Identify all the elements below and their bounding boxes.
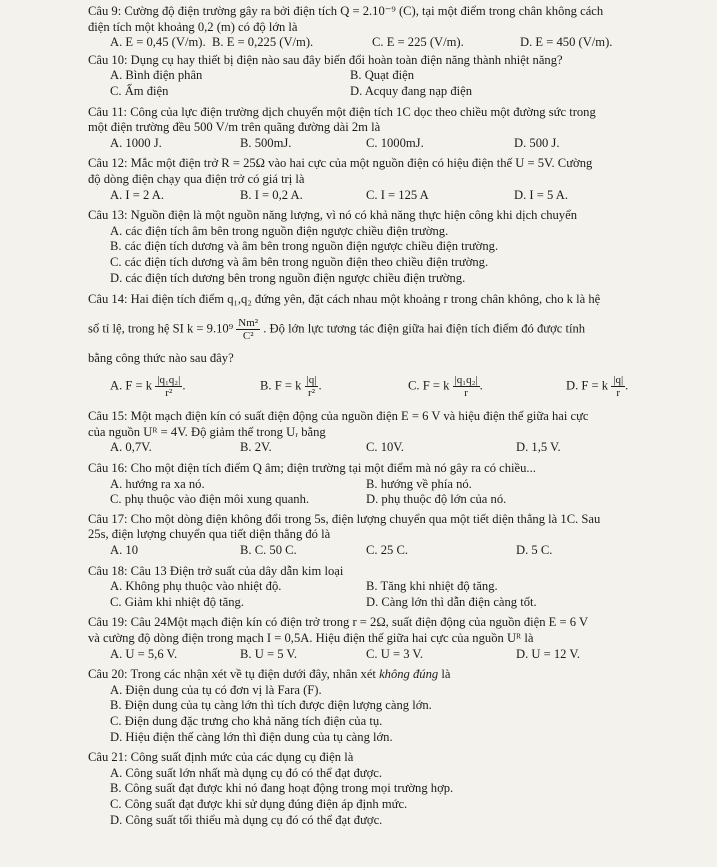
question-13-option-c[interactable]: C. các điện tích dương và âm bên trong nguồn điện theo chiều điện trường. — [110, 254, 489, 269]
question-12 — [88, 156, 707, 203]
question-13-stem: Câu 13: Nguồn điện là một nguồn năng lượng, vì nó có khả năng thực hiện công khi dịch chuyển — [88, 208, 577, 223]
question-19-stem: Câu 19: Câu 24Một mạch điện kín có điện trở trong r = 2Ω, suất điện động của nguồn điện E = 6 V — [88, 615, 589, 630]
question-12-option-d[interactable]: D. I = 5 A. — [514, 187, 568, 202]
option-b-prefix: B. F = k — [260, 378, 302, 393]
question-18-option-a[interactable]: A. Không phụ thuộc vào nhiệt độ. — [110, 579, 282, 594]
question-20-option-b[interactable]: B. Điện dung của tụ càng lớn thì tích được điện lượng càng lớn. — [110, 698, 432, 713]
question-19-option-d[interactable]: D. U = 12 V. — [516, 646, 581, 661]
question-14-stem-2a: số tỉ lệ, trong hệ SI k = 9.10⁹ — [88, 321, 234, 336]
question-10-stem: Câu 10: Dụng cụ hay thiết bị điện nào sau đây biến đổi hoàn toàn điện năng thành nhiệt năng? — [88, 52, 563, 67]
question-16-option-c[interactable]: C. phụ thuộc vào điện môi xung quanh. — [110, 492, 310, 507]
question-20-option-d[interactable]: D. Hiệu điện thế càng lớn thì điện dung của tụ càng lớn. — [110, 729, 393, 744]
option-a-denominator: r² — [165, 387, 173, 400]
question-15-stem-2: của nguồn Uᴿ = 4V. Độ giảm thế trong Uᵣ bằng — [88, 424, 326, 439]
question-14-option-a[interactable]: A. F = k $\frac{\text{|q₁q₂|}}{\text{r²}}$ . — [110, 374, 186, 400]
question-21 — [88, 750, 707, 828]
option-d-fraction — [611, 374, 625, 399]
question-14-option-b[interactable]: B. F = k $\frac{|q|}{\text{r²}}$ . — [260, 374, 322, 400]
question-18-option-d[interactable]: D. Càng lớn thì dẫn điện càng tốt. — [366, 594, 537, 609]
question-9-option-b[interactable]: B. E = 0,225 (V/m). — [212, 35, 314, 50]
question-10-option-d[interactable]: D. Acquy đang nạp điện — [350, 83, 473, 98]
question-19-option-c[interactable]: C. U = 3 V. — [366, 646, 424, 661]
question-9-option-c[interactable]: C. E = 225 (V/m). — [372, 35, 464, 50]
unit-denominator: C² — [242, 329, 254, 342]
question-12-option-a[interactable]: A. I = 2 A. — [110, 187, 164, 202]
question-11-option-c[interactable]: C. 1000mJ. — [366, 135, 424, 150]
question-15 — [88, 409, 707, 456]
question-17-option-c[interactable]: C. 25 C. — [366, 543, 408, 558]
question-13 — [88, 208, 707, 286]
question-13-option-b[interactable]: B. các điện tích dương và âm bên trong nguồn điện ngược chiều điện trường. — [110, 239, 499, 254]
question-11-stem-2: một điện trường đều 500 V/m trên quãng đường dài 2m là — [88, 120, 381, 135]
question-18-stem: Câu 18: Câu 13 Điện trở suất của dây dẫn kim loại — [88, 563, 344, 578]
question-11 — [88, 105, 707, 152]
question-15-stem: Câu 15: Một mạch điện kín có suất điện động của nguồn điện E = 6 V và hiệu điện thế giữa hai cực — [88, 409, 589, 424]
option-b-denominator: r² — [308, 387, 315, 400]
question-16-option-b[interactable]: B. hướng về phía nó. — [366, 476, 472, 491]
question-16-option-a[interactable]: A. hướng ra xa nó. — [110, 476, 205, 491]
question-12-stem: Câu 12: Mắc một điện trở R = 25Ω vào hai cực của một nguồn điện có hiệu điện thế U = 5V. Cường — [88, 156, 593, 171]
question-14-stem-3: bằng công thức nào sau đây? — [88, 350, 234, 365]
question-14-stem-2 — [88, 317, 707, 342]
unit-numerator: Nm² — [238, 316, 259, 329]
question-18-option-c[interactable]: C. Giảm khi nhiệt độ tăng. — [110, 594, 244, 609]
question-9 — [88, 4, 707, 51]
question-17-option-d[interactable]: D. 5 C. — [516, 543, 553, 558]
question-15-option-d[interactable]: D. 1,5 V. — [516, 440, 561, 455]
question-20-stem-post: là — [438, 667, 451, 682]
question-21-option-c[interactable]: C. Công suất đạt được khi sử dụng đúng điện áp định mức. — [110, 796, 408, 811]
question-18-option-b[interactable]: B. Tăng khi nhiệt độ tăng. — [366, 579, 498, 594]
question-21-option-d[interactable]: D. Công suất tối thiểu mà dụng cụ đó có thể đạt được. — [110, 812, 383, 827]
question-21-option-a[interactable]: A. Công suất lớn nhất mà dụng cụ đó có thể đạt được. — [110, 765, 382, 780]
option-d-denominator: r — [616, 387, 621, 400]
question-12-option-c[interactable]: C. I = 125 A — [366, 187, 429, 202]
question-20-option-c[interactable]: C. Điện dung đặc trưng cho khả năng tích điện của tụ. — [110, 713, 383, 728]
question-12-stem-2: độ dòng điện chạy qua điện trở có giá trị là — [88, 171, 305, 186]
question-14-option-c[interactable]: C. F = k $\frac{\text{|q₁q₂|}}{r}$ . — [408, 374, 483, 400]
question-11-option-a[interactable]: A. 1000 J. — [110, 135, 162, 150]
question-11-option-d[interactable]: D. 500 J. — [514, 135, 560, 150]
question-19-option-a[interactable]: A. U = 5,6 V. — [110, 646, 178, 661]
option-b-fraction — [305, 374, 319, 399]
question-13-option-a[interactable]: A. các điện tích âm bên trong nguồn điện ngược chiều điện trường. — [110, 223, 449, 238]
question-14 — [88, 292, 707, 399]
question-17-option-a[interactable]: A. 10 — [110, 543, 138, 558]
question-14-stem-2b: . Độ lớn lực tương tác điện giữa hai điện tích điểm đó được tính — [263, 321, 586, 336]
question-20 — [88, 667, 707, 745]
question-13-option-d[interactable]: D. các điện tích dương bên trong nguồn điện ngược chiều điện trường. — [110, 270, 466, 285]
question-15-option-c[interactable]: C. 10V. — [366, 440, 404, 455]
option-c-prefix: C. F = k — [408, 378, 450, 393]
question-10-option-a[interactable]: A. Bình điện phân — [110, 68, 203, 83]
option-a-numerator: |q₁q₂| — [157, 374, 181, 387]
question-15-option-a[interactable]: A. 0,7V. — [110, 440, 152, 455]
question-16-stem: Câu 16: Cho một điện tích điểm Q âm; điện trường tại một điểm mà nó gây ra có chiều... — [88, 461, 536, 476]
question-18 — [88, 564, 707, 611]
question-11-option-b[interactable]: B. 500mJ. — [240, 135, 292, 150]
question-16 — [88, 461, 707, 508]
question-9-stem: Câu 9: Cường độ điện trường gây ra bởi điện tích Q = 2.10⁻⁹ (C), tại một điểm trong chân không cách — [88, 4, 604, 18]
unit-fraction — [236, 317, 260, 342]
option-c-denominator: r — [464, 387, 468, 400]
option-b-numerator: |q| — [306, 374, 317, 387]
question-20-stem — [88, 667, 707, 683]
question-21-stem: Câu 21: Công suất định mức của các dụng cụ điện là — [88, 750, 354, 765]
question-11-stem: Câu 11: Công của lực điện trường dịch chuyển một điện tích 1C dọc theo chiều một đường sức trong — [88, 104, 596, 119]
option-d-numerator: |q| — [613, 374, 624, 387]
question-12-option-b[interactable]: B. I = 0,2 A. — [240, 187, 303, 202]
question-9-option-a[interactable]: A. E = 0,45 (V/m). — [110, 35, 206, 50]
question-21-option-b[interactable]: B. Công suất đạt được khi nó đang hoạt động trong mọi trường hợp. — [110, 781, 454, 796]
option-d-prefix: D. F = k — [566, 378, 609, 393]
question-20-stem-emphasis: không đúng — [379, 667, 439, 682]
question-16-option-d[interactable]: D. phụ thuộc độ lớn của nó. — [366, 492, 507, 507]
question-17-stem-2: 25s, điện lượng chuyển qua tiết diện thẳng đó là — [88, 527, 331, 542]
question-17-stem: Câu 17: Cho một dòng điện không đổi trong 5s, điện lượng chuyển qua một tiết diện thẳng là 1C. Sau — [88, 511, 601, 526]
option-a-fraction — [155, 374, 182, 399]
question-19-option-b[interactable]: B. U = 5 V. — [240, 646, 298, 661]
question-9-stem-2: điện tích một khoảng 0,2 (m) có độ lớn là — [88, 19, 298, 34]
question-20-option-a[interactable]: A. Điện dung của tụ có đơn vị là Fara (F). — [110, 682, 322, 697]
question-10-option-b[interactable]: B. Quạt điện — [350, 68, 415, 83]
question-17 — [88, 512, 707, 559]
option-c-fraction — [453, 374, 480, 399]
question-9-option-d[interactable]: D. E = 450 (V/m). — [520, 35, 613, 50]
question-10 — [88, 53, 707, 100]
question-17-option-b[interactable]: B. C. 50 C. — [240, 543, 297, 558]
question-15-option-b[interactable]: B. 2V. — [240, 440, 272, 455]
question-14-stem: Câu 14: Hai điện tích điểm q₁,q₂ đứng yên, đặt cách nhau một khoảng r trong chân không, cho k là hệ — [88, 292, 601, 307]
option-a-prefix: A. F = k — [110, 378, 153, 393]
question-20-stem-pre: Câu 20: Trong các nhận xét về tụ điện dưới đây, nhân xét — [88, 667, 380, 682]
question-19 — [88, 615, 707, 662]
option-c-numerator: |q₁q₂| — [454, 374, 478, 387]
question-19-stem-2: và cường độ dòng điện trong mạch I = 0,5A. Hiệu điện thế giữa hai cực của nguồn Uᴿ là — [88, 631, 534, 645]
question-14-option-d[interactable]: D. F = k $\frac{|q|}{r}$ . — [566, 374, 629, 400]
question-10-option-c[interactable]: C. Ấm điện — [110, 83, 169, 98]
